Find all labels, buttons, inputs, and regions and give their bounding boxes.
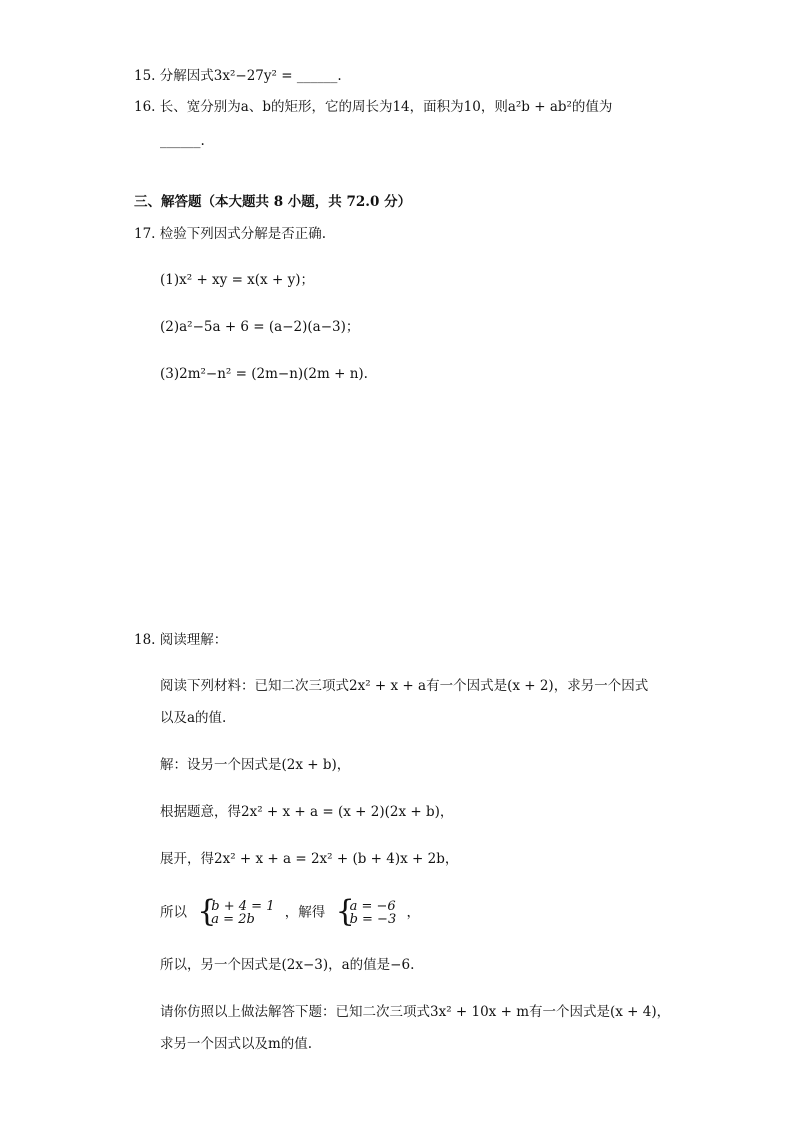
paragraph-text: 以及a的值. <box>160 710 227 726</box>
question-18 <box>134 630 227 650</box>
paragraph-task-1 <box>160 1002 670 1022</box>
brace-glyph: { <box>197 894 217 929</box>
question-15 <box>134 66 342 86</box>
equation-system-1 <box>197 894 275 929</box>
question-17 <box>134 224 326 244</box>
system-row: b = −3 <box>349 912 397 927</box>
system-row: b + 4 = 1 <box>211 899 275 914</box>
question-17-item-3 <box>160 364 368 384</box>
item-text: (1)x² + xy = x(x + y)； <box>160 272 314 288</box>
question-17-item-1 <box>160 270 314 290</box>
item-text: (3)2m²−n² = (2m−n)(2m + n). <box>160 366 368 382</box>
answer-blank: ______. <box>160 133 205 149</box>
paragraph-text: 请你仿照以上做法解答下题：已知二次三项式3x² + 10x + m有一个因式是(x + 4)， <box>160 1004 671 1020</box>
paragraph-text: ，解得 <box>284 904 326 921</box>
paragraph-text: ， <box>406 904 421 921</box>
paragraph-text: 所以 <box>160 904 187 921</box>
question-17-item-2 <box>160 317 359 337</box>
paragraph-equation <box>160 802 453 822</box>
paragraph-task-2 <box>160 1034 312 1054</box>
item-text: (2)a²−5a + 6 = (a−2)(a−3)； <box>160 319 360 335</box>
question-number: 15. <box>134 68 156 84</box>
system-row: a = −6 <box>349 899 396 914</box>
paragraph-material-1 <box>160 676 648 696</box>
question-16-blank <box>160 131 205 151</box>
question-text: 阅读理解： <box>159 632 228 648</box>
question-number: 16. <box>134 99 156 115</box>
section-title-text: 三、解答题（本大题共 8 小题，共 72.0 分） <box>134 194 412 210</box>
system-row: a = 2b <box>211 912 255 927</box>
paragraph-material-2 <box>160 708 226 728</box>
section-title <box>134 192 411 212</box>
question-text: 分解因式3x²−27y² = ______. <box>159 68 342 84</box>
paragraph-text: 根据题意，得2x² + x + a = (x + 2)(2x + b)， <box>160 804 454 820</box>
question-text: 长、宽分别为a、b的矩形，它的周长为14，面积为10，则a²b + ab²的值为 <box>159 99 613 115</box>
paragraph-text: 求另一个因式以及m的值. <box>160 1036 313 1052</box>
paragraph-text: 所以，另一个因式是(2x−3)，a的值是−6. <box>160 957 415 973</box>
paragraph-text: 展开，得2x² + x + a = 2x² + (b + 4)x + 2b， <box>160 851 459 867</box>
paragraph-expand <box>160 849 458 869</box>
question-number: 18. <box>134 632 156 648</box>
question-number: 17. <box>134 226 156 242</box>
paragraph-text: 阅读下列材料：已知二次三项式2x² + x + a有一个因式是(x + 2)，求另一个因式 <box>160 678 649 694</box>
paragraph-system <box>160 894 421 929</box>
question-16 <box>134 97 612 117</box>
paragraph-solution <box>160 755 350 775</box>
paragraph-conclusion <box>160 955 414 975</box>
brace-glyph: { <box>335 894 355 929</box>
question-text: 检验下列因式分解是否正确. <box>159 226 327 242</box>
paragraph-text: 解：设另一个因式是(2x + b)， <box>160 757 351 773</box>
equation-system-2 <box>335 894 397 929</box>
